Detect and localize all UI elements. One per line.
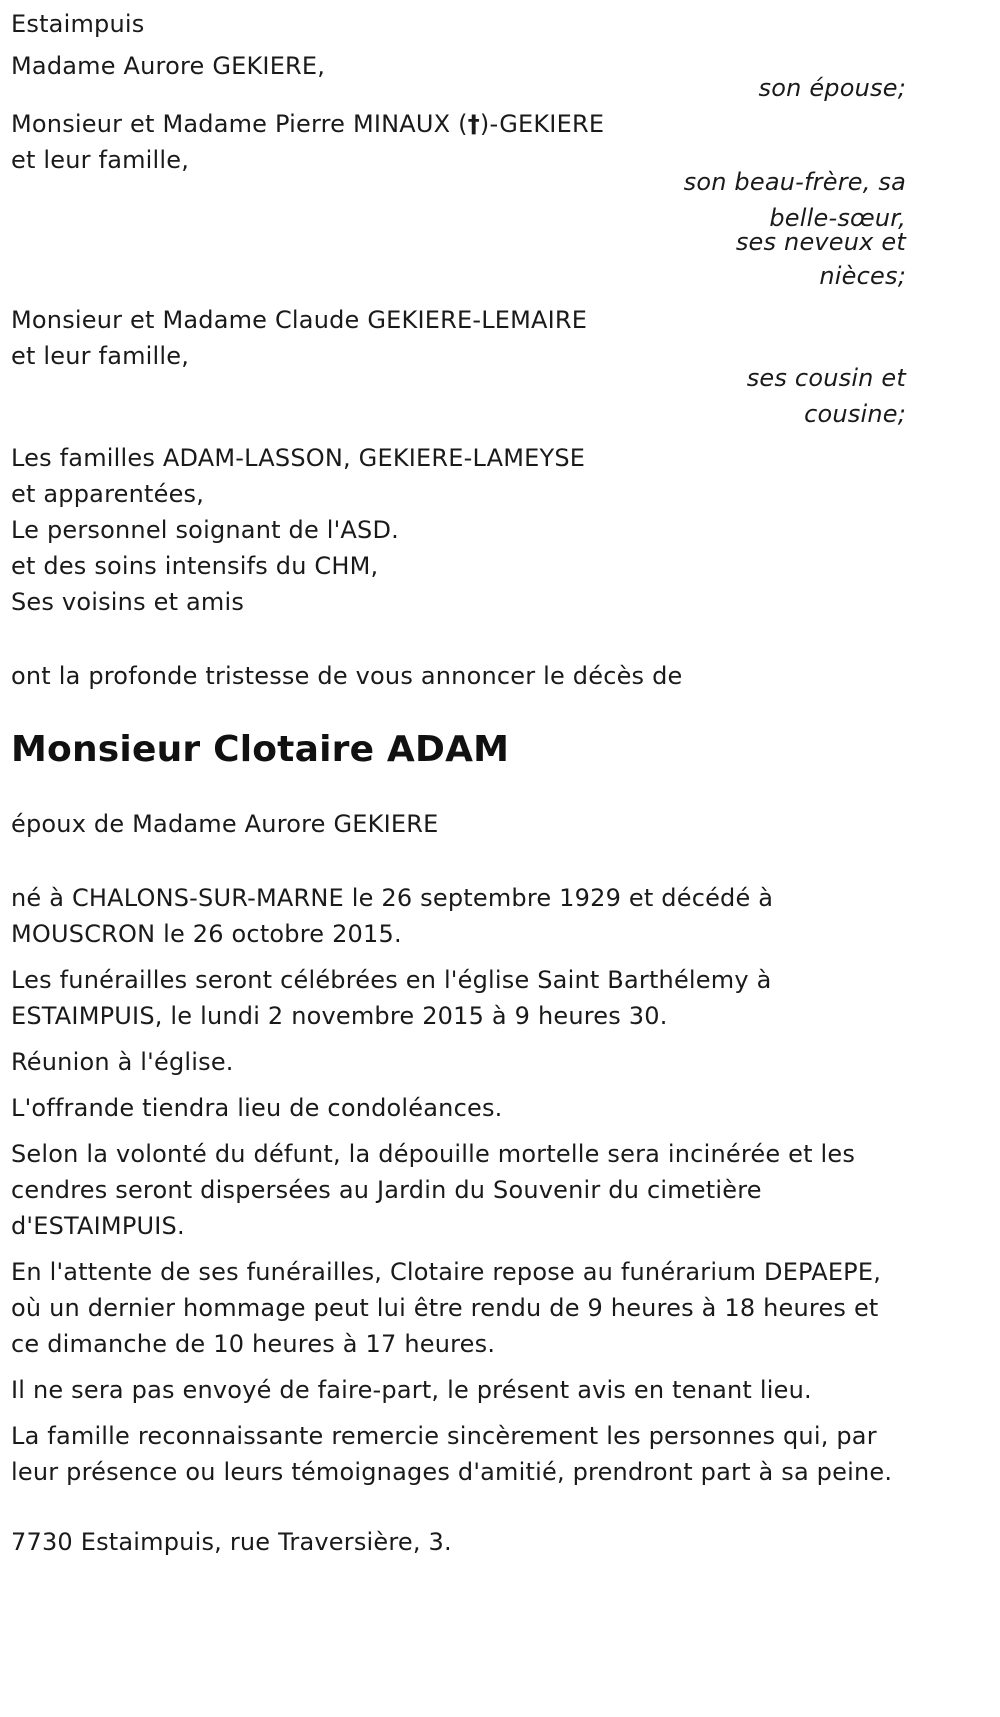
- family-line: [11, 106, 906, 142]
- family-line: et leur famille,: [11, 146, 190, 174]
- deceased-name: Monsieur Clotaire ADAM: [11, 729, 510, 770]
- family-group-others: [11, 440, 906, 620]
- deceased-spouse: époux de Madame Aurore GEKIERE: [11, 810, 439, 838]
- announcement-text: ont la profonde tristesse de vous annoncer le décès de: [11, 662, 683, 690]
- detail-paragraph: Les funérailles seront célébrées en l'église Saint Barthélemy à ESTAIMPUIS, le lundi 2 novembre 2015 à 9 heures 30.: [11, 966, 772, 1030]
- family-line-prefix: Monsieur et Madame Pierre MINAUX (: [11, 110, 468, 138]
- detail-paragraph: En l'attente de ses funérailles, Clotaire repose au funérarium DEPAEPE, où un dernier hommage peut lui être rendu de 9 heures à 18 heures et ce dimanche de 10 heures à 17 heures.: [11, 1258, 882, 1358]
- family-line-suffix: )-GEKIERE: [479, 110, 605, 138]
- family-group-gekiere-lemaire: [11, 302, 906, 432]
- family-group-spouse: [11, 48, 906, 106]
- obituary-notice: [11, 0, 906, 1560]
- family-line: Le personnel soignant de l'ASD.: [11, 516, 399, 544]
- family-line: Les familles ADAM-LASSON, GEKIERE-LAMEYSE: [11, 444, 586, 472]
- address-text: 7730 Estaimpuis, rue Traversière, 3.: [11, 1528, 452, 1556]
- family-line: et leur famille,: [11, 342, 190, 370]
- detail-paragraph: L'offrande tiendra lieu de condoléances.: [11, 1094, 503, 1122]
- cross-icon: †: [467, 110, 480, 138]
- detail-paragraph: La famille reconnaissante remercie sincèrement les personnes qui, par leur présence ou leurs témoignages d'amitié, prendront part à sa peine.: [11, 1422, 893, 1486]
- family-line: Ses voisins et amis: [11, 588, 245, 616]
- family-line: Monsieur et Madame Claude GEKIERE-LEMAIRE: [11, 306, 588, 334]
- family-group-minaux: [11, 106, 906, 294]
- detail-paragraph: Il ne sera pas envoyé de faire-part, le présent avis en tenant lieu.: [11, 1376, 812, 1404]
- details-section: [11, 880, 896, 1490]
- relation-text: ses cousin et: [746, 364, 906, 392]
- family-line: et apparentées,: [11, 480, 205, 508]
- family-line: Madame Aurore GEKIERE,: [11, 52, 326, 80]
- relation-block: [11, 164, 906, 294]
- relation-text: belle-sœur,: [769, 204, 906, 232]
- relation-text: nièces;: [819, 262, 906, 290]
- relation-text: cousine;: [804, 400, 906, 428]
- header-location: Estaimpuis: [11, 10, 145, 38]
- family-line: et des soins intensifs du CHM,: [11, 552, 379, 580]
- relation-text: son épouse;: [758, 74, 906, 102]
- detail-paragraph: né à CHALONS-SUR-MARNE le 26 septembre 1929 et décédé à MOUSCRON le 26 octobre 2015.: [11, 884, 774, 948]
- relation-text: son beau-frère, sa: [683, 168, 906, 196]
- relation-text: ses neveux et: [735, 228, 906, 256]
- detail-paragraph: Réunion à l'église.: [11, 1048, 234, 1076]
- detail-paragraph: Selon la volonté du défunt, la dépouille mortelle sera incinérée et les cendres seront dispersées au Jardin du Souvenir du cimetière d'ESTAIMPUIS.: [11, 1140, 856, 1240]
